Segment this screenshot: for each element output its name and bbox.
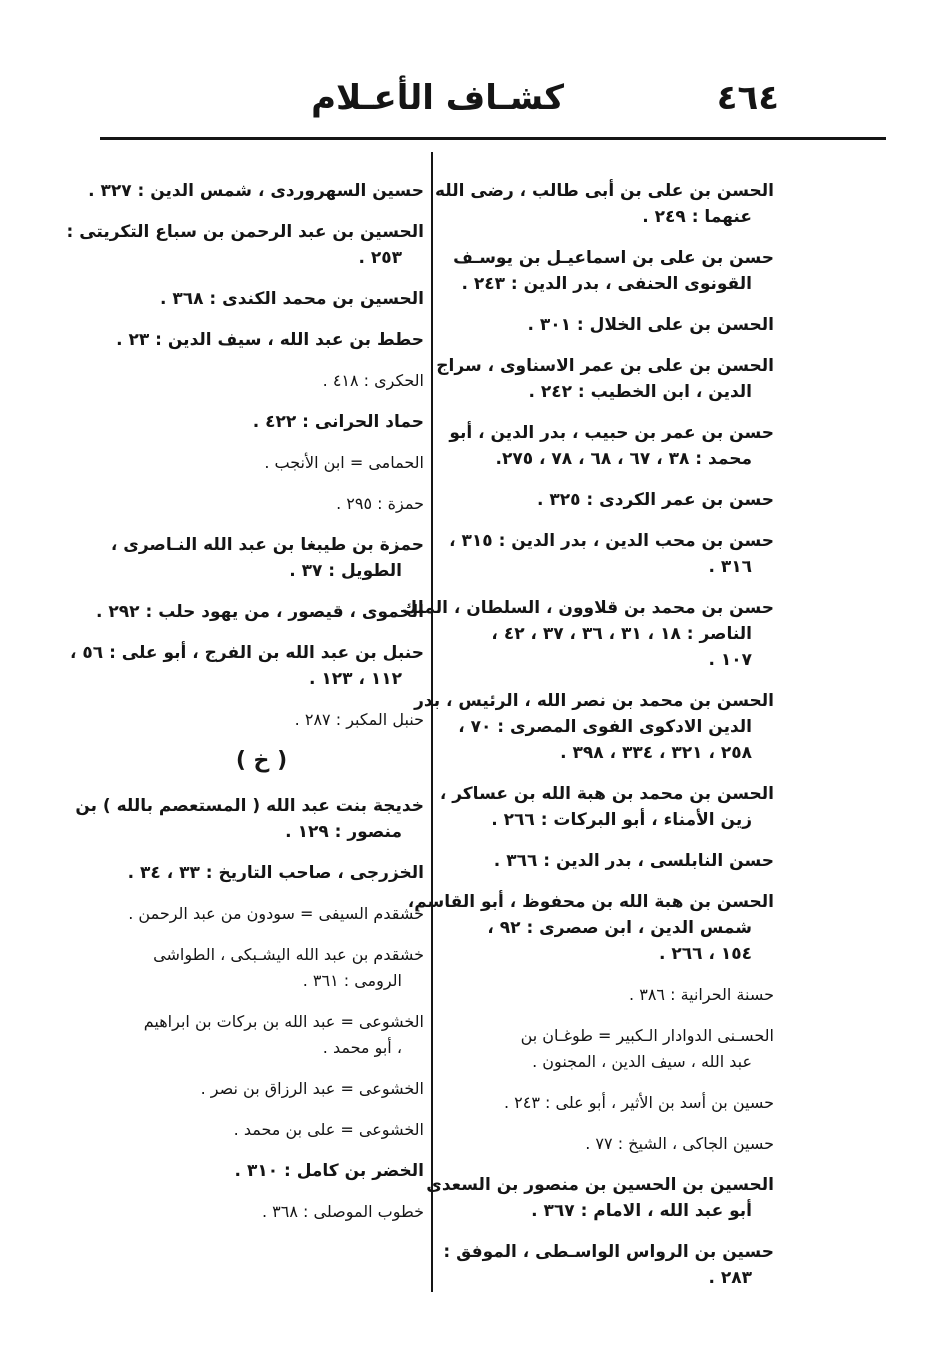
index-entry xyxy=(88,178,424,204)
entry-line: الحسين بن عبد الرحمن بن سباع التكريتى : xyxy=(66,222,424,242)
index-entry xyxy=(99,1009,424,1061)
entry-line: الحسين بن محمد الكندى : ٣٦٨ . xyxy=(159,289,424,309)
entry-line: الحكرى : ٤١٨ . xyxy=(322,371,424,390)
section-heading: ( خ ) xyxy=(235,748,288,773)
index-entry xyxy=(401,595,774,673)
right-column xyxy=(401,178,774,1306)
index-entry xyxy=(66,219,424,271)
entry-line: عنهما : ٢٤٩ . xyxy=(642,207,752,227)
entry-line: الحمامى = ابن الأنجب . xyxy=(264,453,424,472)
index-entry xyxy=(443,1239,774,1291)
index-entry xyxy=(99,409,424,435)
entry-line: زين الأمناء ، أبو البركات : ٢٦٦ . xyxy=(491,810,752,830)
index-entry xyxy=(99,860,424,886)
entry-line: الرومى : ٣٦١ . xyxy=(302,971,402,990)
index-entry xyxy=(449,1023,774,1075)
entry-line: حسين بن الرواس الواسـطى ، الموفق : xyxy=(443,1242,774,1262)
index-entry xyxy=(99,901,424,927)
index-entry xyxy=(449,1131,774,1157)
entry-line: الحسن بن على بن عمر الاسناوى ، سراج xyxy=(436,356,774,376)
entry-line: ٢٨٣ . xyxy=(708,1268,752,1288)
entry-line: الخشوعى = عبد الرزاق بن نصر . xyxy=(200,1079,424,1098)
entry-line: حسن بن على بن اسماعيـل بن يوسـف xyxy=(453,248,774,268)
index-entry xyxy=(99,707,424,733)
entry-line: حسن بن محب الدين ، بدر الدين : ٣١٥ ، xyxy=(449,531,774,551)
entry-line: حسين السهروردى ، شمس الدين : ٣٢٧ . xyxy=(88,181,424,201)
entry-line: الطويل : ٣٧ . xyxy=(289,561,402,581)
entry-line: ٢٥٣ . xyxy=(358,248,402,268)
entry-line: الحسن بن على بن أبى طالب ، رضى الله xyxy=(434,181,774,201)
entry-line: ١١٢ ، ١٢٣ . xyxy=(309,669,402,689)
entry-line: حمزة بن طيبغا بن عبد الله النـاصرى ، xyxy=(110,535,424,555)
index-entry xyxy=(449,848,774,874)
entry-line: حمزة : ٢٩٥ . xyxy=(336,494,424,513)
index-entry xyxy=(70,640,424,692)
entry-line: حنبل المكبر : ٢٨٧ . xyxy=(294,710,424,729)
entry-line: خديجة بنت عبد الله ( المستعصم بالله ) بن xyxy=(75,796,424,816)
index-entry xyxy=(99,286,424,312)
entry-line: الدين ، ابن الخطيب : ٢٤٢ . xyxy=(528,382,752,402)
index-entry xyxy=(434,178,774,230)
entry-line: حطط بن عبد الله ، سيف الدين : ٢٣ . xyxy=(116,330,424,350)
index-entry xyxy=(449,420,774,472)
entry-line: الحسن بن محمد بن هبة الله بن عساكر ، xyxy=(439,784,774,804)
index-entry xyxy=(75,793,424,845)
index-entry xyxy=(449,1090,774,1116)
entry-line: حسنة الحرانية : ٣٨٦ . xyxy=(629,985,774,1004)
page-number: ٤٦٤ xyxy=(716,78,779,118)
index-entry xyxy=(449,312,774,338)
entry-line: منصور : ١٢٩ . xyxy=(285,822,402,842)
entry-line: حسن بن محمد بن قلاوون ، السلطان ، الملك xyxy=(401,598,774,618)
entry-line: الدين الادكوى الفوى المصرى : ٧٠ ، xyxy=(458,717,752,737)
index-entry xyxy=(99,1076,424,1102)
index-entry xyxy=(449,245,774,297)
index-entry xyxy=(99,942,424,994)
entry-line: شمس الدين ، ابن صصرى : ٩٢ ، xyxy=(487,918,752,938)
entry-line: ٢٥٨ ، ٣٢١ ، ٣٣٤ ، ٣٩٨ . xyxy=(560,743,752,763)
entry-line: ١٥٤ ، ٢٦٦ . xyxy=(659,944,752,964)
index-entry xyxy=(449,487,774,513)
index-entry xyxy=(426,1172,774,1224)
entry-line: خشقدم السيفى = سودون من عبد الرحمن . xyxy=(128,904,424,923)
index-entry xyxy=(99,1158,424,1184)
entry-line: الحسن بن محمد بن نصر الله ، الرئيس ، بدر xyxy=(414,691,774,711)
entry-line: ، أبو محمد . xyxy=(322,1038,402,1057)
entry-line: حسين الجاكى ، الشيخ : ٧٧ . xyxy=(585,1134,774,1153)
index-entry xyxy=(414,688,774,766)
entry-line: الحموى ، قيصور ، من يهود حلب : ٢٩٢ . xyxy=(96,602,424,622)
entry-line: ٣١٦ . xyxy=(708,557,752,577)
entry-line: خشقدم بن عبد الله اليشـبكى ، الطواشى xyxy=(153,945,424,964)
entry-line: الناصر : ١٨ ، ٣١ ، ٣٦ ، ٣٧ ، ٤٢ ، xyxy=(491,624,752,644)
entry-line: ١٠٧ . xyxy=(708,650,752,670)
entry-line: حسن بن عمر الكردى : ٣٢٥ . xyxy=(536,490,774,510)
column-divider xyxy=(431,152,433,1292)
entry-line: القونوى الحنفى ، بدر الدين : ٢٤٣ . xyxy=(461,274,752,294)
index-entry xyxy=(99,491,424,517)
entry-line: حماد الحرانى : ٤٢٢ . xyxy=(252,412,424,432)
entry-line: حسين بن أسد بن الأثير ، أبو على : ٢٤٣ . xyxy=(504,1093,774,1112)
page-header xyxy=(110,70,779,130)
entry-line: أبو عبد الله ، الامام : ٣٦٧ . xyxy=(531,1201,752,1221)
entry-line: الخشوعى = على بن محمد . xyxy=(233,1120,424,1139)
index-entry xyxy=(99,450,424,476)
entry-line: حسن بن عمر بن حبيب ، بدر الدين ، أبو xyxy=(449,423,774,443)
index-entry xyxy=(99,368,424,394)
header-rule xyxy=(100,137,886,140)
entry-line: محمد : ٣٨ ، ٦٧ ، ٦٨ ، ٧٨ ، ٢٧٥. xyxy=(495,449,752,469)
entry-line: الحسن بن هبة الله بن محفوظ ، أبو القاسم، xyxy=(407,892,774,912)
index-entry xyxy=(99,1117,424,1143)
index-entry xyxy=(439,781,774,833)
index-entry xyxy=(449,528,774,580)
index-entry xyxy=(407,889,774,967)
entry-line: حسن النابلسى ، بدر الدين : ٣٦٦ . xyxy=(493,851,774,871)
index-entry xyxy=(96,599,424,625)
index-entry xyxy=(436,353,774,405)
page-title: كشـاف الأعـلام xyxy=(311,78,564,118)
index-entry xyxy=(99,1199,424,1225)
entry-line: الحسين بن الحسين بن منصور بن السعدى xyxy=(426,1175,774,1195)
entry-line: الحسـنى الدوادار الـكبير = طوغـان بن xyxy=(520,1026,774,1045)
entry-line: عبد الله ، سيف الدين ، المجنون . xyxy=(532,1052,752,1071)
index-entry xyxy=(99,327,424,353)
entry-line: الحسن بن على الخلال : ٣٠١ . xyxy=(527,315,774,335)
entry-line: حنبل بن عبد الله بن الفرج ، أبو على : ٥٦ ، xyxy=(70,643,424,663)
index-entry xyxy=(449,982,774,1008)
index-entry xyxy=(99,532,424,584)
left-column xyxy=(66,178,424,1240)
entry-line: الخزرجى ، صاحب التاريخ : ٣٣ ، ٣٤ . xyxy=(127,863,424,883)
entry-line: خطوب الموصلى : ٣٦٨ . xyxy=(262,1202,424,1221)
entry-line: الخضر بن كامل : ٣١٠ . xyxy=(234,1161,424,1181)
entry-line: الخشوعى = عبد الله بن بركات بن ابراهيم xyxy=(143,1012,424,1031)
